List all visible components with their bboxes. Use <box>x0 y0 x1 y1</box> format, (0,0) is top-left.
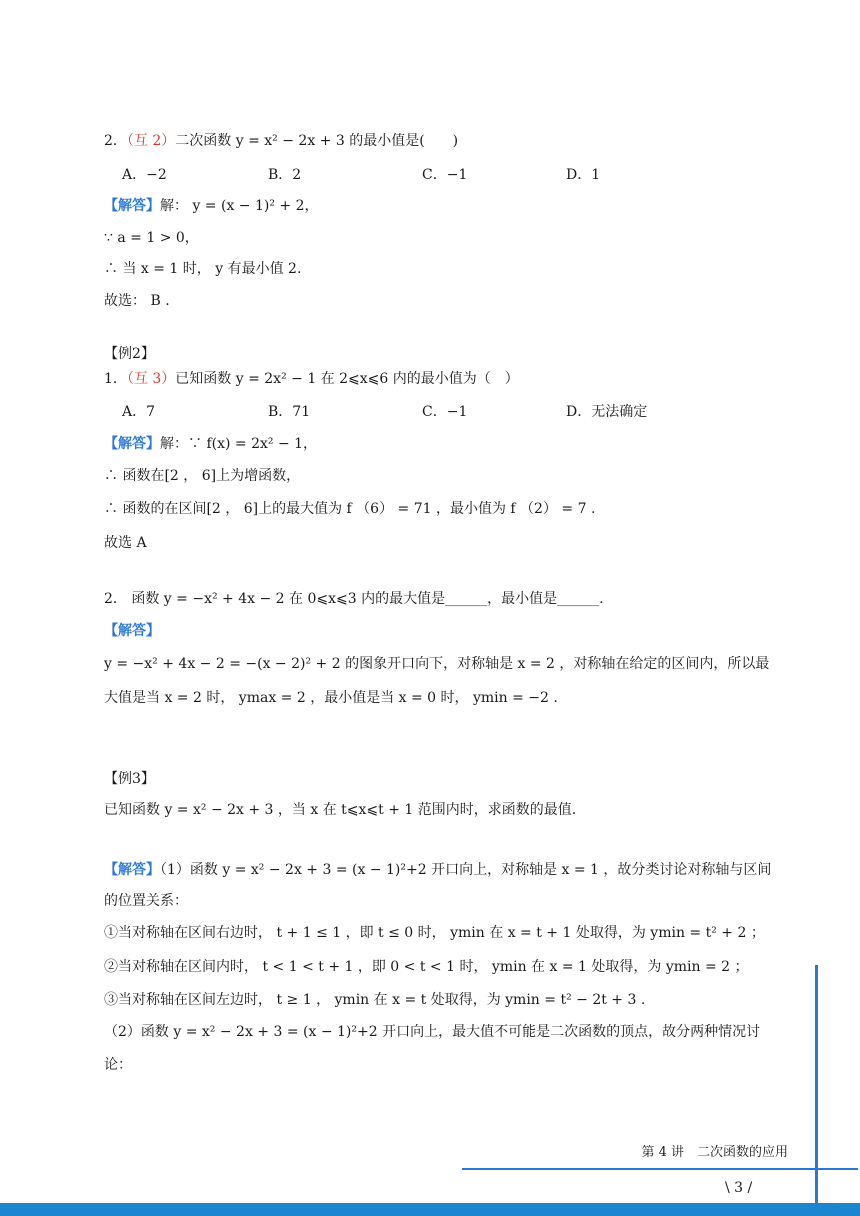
option-a: A．−2 <box>122 167 167 183</box>
option-c: C．−1 <box>422 167 468 183</box>
question-number: 2． <box>104 133 127 149</box>
answer-text: ∴ 当 x = 1 时， y 有最小值 2. <box>104 261 302 277</box>
example-heading: 【例3】 <box>104 771 155 787</box>
question-1 <box>104 369 519 389</box>
bottom-bar <box>0 1203 860 1216</box>
question-stem: 已知函数 y = x² − 2x + 3 ，当 x 在 t⩽x⩽t + 1 范围内时，求函数的最值. <box>104 802 577 818</box>
answer-label: 【解答】 <box>104 623 160 639</box>
answer-text: （2）函数 y = x² − 2x + 3 = (x − 1)²+2 开口向上，最大值不可能是二次函数的顶点，故分两种情况讨 <box>104 1024 761 1040</box>
answer-text: 大值是当 x = 2 时， ymax = 2 ，最小值是当 x = 0 时， ymin = −2 . <box>104 690 558 706</box>
option-d: D．无法确定 <box>566 404 648 420</box>
answer-label: 【解答】 <box>104 862 160 878</box>
answer-label: 【解答】 <box>104 198 160 214</box>
footer-divider <box>462 1168 858 1170</box>
answer-text: ②当对称轴在区间内时， t < 1 < t + 1 ，即 0 < t < 1 时， ymin 在 x = 1 处取得，为 ymin = 2 ； <box>104 959 749 975</box>
question-stem: 二次函数 y = x² − 2x + 3 的最小值是( ) <box>175 133 459 149</box>
answer-text: 故选： B . <box>104 293 170 309</box>
option-b: B．2 <box>268 167 302 183</box>
answer-text: 解：∵ f(x) = 2x² − 1， <box>160 436 318 452</box>
answer-line <box>104 860 771 880</box>
answer-text: y = −x² + 4x − 2 = −(x − 2)² + 2 的图象开口向下，对称轴是 x = 2 ，对称轴在给定的区间内，所以最 <box>104 656 770 672</box>
question-stem: 已知函数 y = 2x² − 1 在 2⩽x⩽6 内的最小值为（ ） <box>175 371 519 387</box>
question-number: 1． <box>104 371 127 387</box>
option-c: C．−1 <box>422 404 468 420</box>
option-d: D．1 <box>566 167 601 183</box>
answer-text: ③当对称轴在区间左边时， t ≥ 1 ， ymin 在 x = t 处取得，为 ymin = t² − 2t + 3 . <box>104 992 646 1008</box>
answer-text: 故选 A <box>104 535 147 551</box>
answer-text: （1）函数 y = x² − 2x + 3 = (x − 1)²+2 开口向上，对称轴是 x = 1 ，故分类讨论对称轴与区间 <box>160 862 772 878</box>
option-b: B．71 <box>268 404 311 420</box>
answer-line <box>104 196 319 216</box>
question-tag: （互 2） <box>126 133 176 149</box>
question-tag: （互 3） <box>126 371 176 387</box>
question-2-stem: 2． 函数 y = −x² + 4x − 2 在 0⩽x⩽3 内的最大值是______，最小值是______. <box>104 591 604 607</box>
side-divider <box>815 965 818 1216</box>
answer-label-line <box>104 621 160 641</box>
answer-text: ∴ 函数在[2 ， 6]上为增函数， <box>104 468 301 484</box>
example-heading: 【例2】 <box>104 346 155 362</box>
answer-text: ①当对称轴在区间右边时， t + 1 ≤ 1 ，即 t ≤ 0 时， ymin 在 x = t + 1 处取得，为 ymin = t² + 2 ； <box>104 925 765 941</box>
page-number: \ 3 / <box>725 1180 753 1196</box>
answer-text: ∵ a = 1 > 0， <box>104 230 199 246</box>
answer-text: 论： <box>104 1057 132 1073</box>
lecture-title: 第 4 讲 二次函数的应用 <box>641 1145 788 1160</box>
answer-line <box>104 434 317 454</box>
answer-text: 解： y = (x − 1)² + 2， <box>160 198 319 214</box>
answer-text: 的位置关系： <box>104 893 188 909</box>
answer-label: 【解答】 <box>104 436 160 452</box>
answer-text: ∴ 函数的在区间[2 ， 6]上的最大值为 f （6） = 71 ，最小值为 f （2） = 7 . <box>104 501 596 517</box>
question-2 <box>104 131 458 151</box>
option-a: A．7 <box>122 404 156 420</box>
